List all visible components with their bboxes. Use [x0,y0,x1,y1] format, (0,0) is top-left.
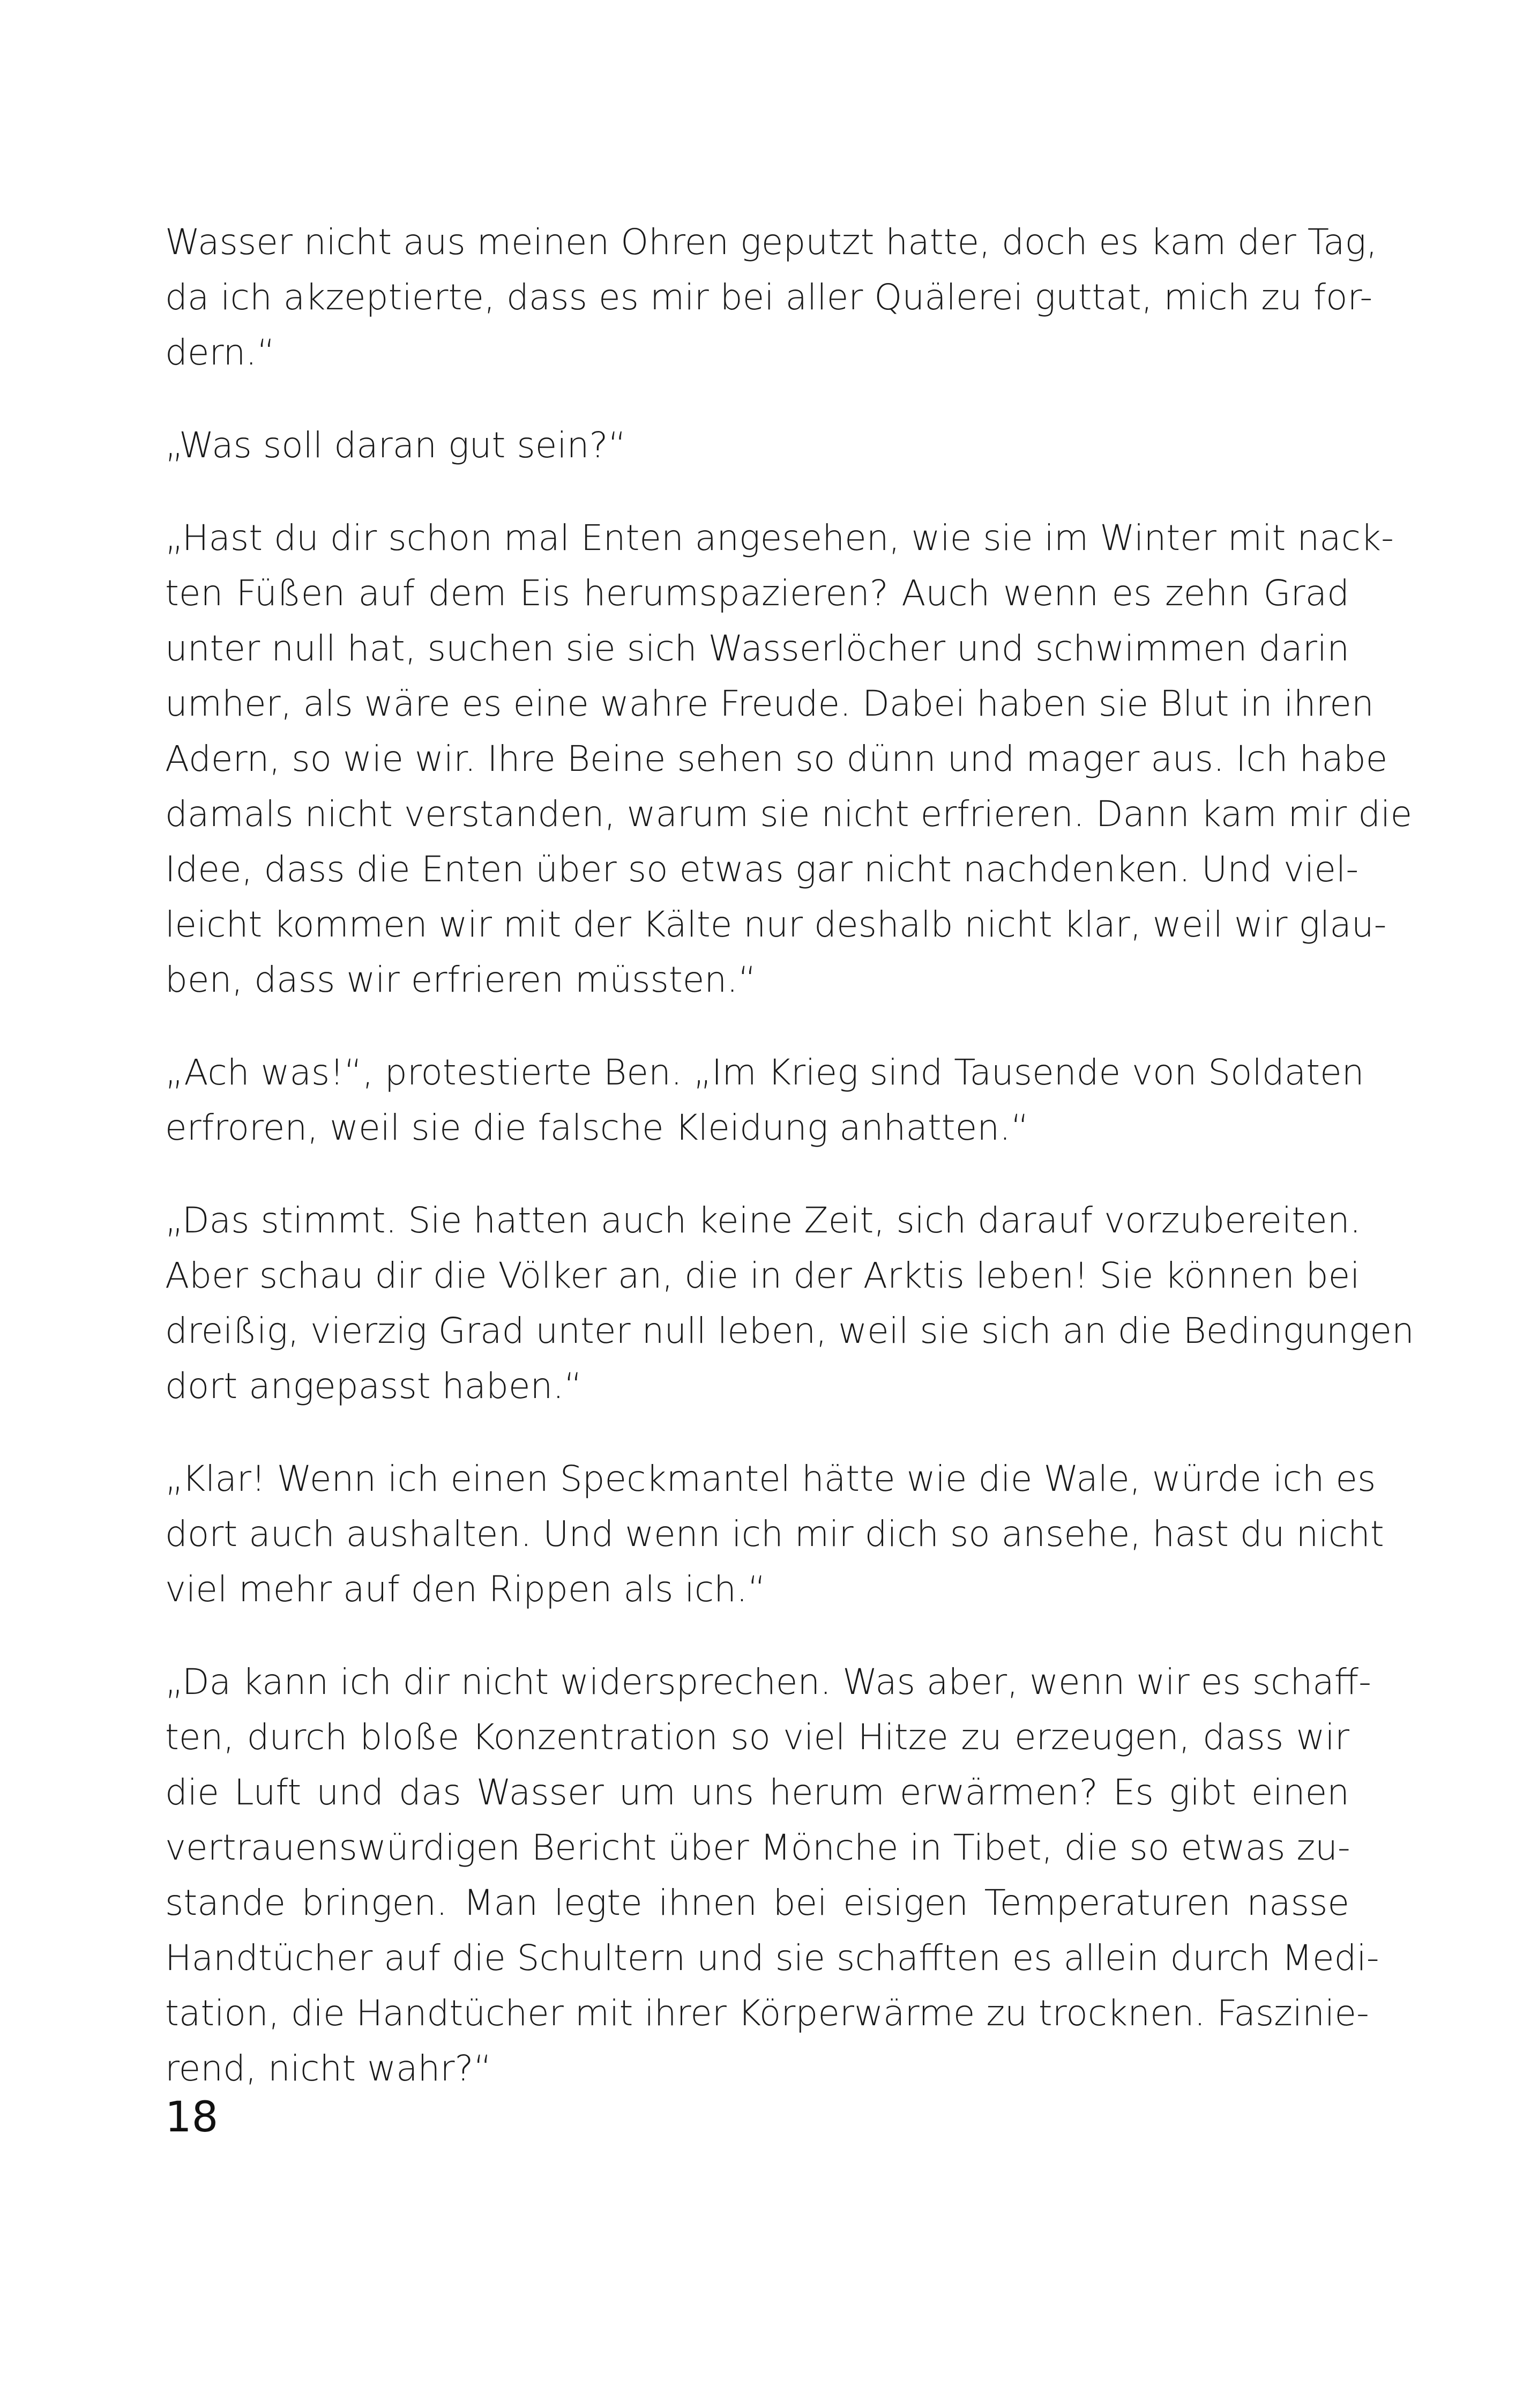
text-line: damals nicht verstanden, warum sie nicht erfrieren. Dann kam mir die [165,793,1413,835]
text-line: viel mehr auf den Rippen als ich.“ [165,1569,766,1610]
page-number: 18 [165,2093,219,2142]
text-line: ben, dass wir erfrieren müssten.“ [165,959,757,1000]
body-text [165,214,1414,2134]
text-line: da ich akzeptierte, dass es mir bei aller Quälerei guttat, mich zu for- [165,277,1373,318]
text-line: unter null hat, suchen sie sich Wasserlöcher und schwimmen darin [165,628,1350,669]
text-line: Aber schau dir die Völker an, die in der Arktis leben! Sie können bei [165,1255,1360,1296]
paragraph-7 [165,1654,1379,2096]
text-line: dort auch aushalten. Und wenn ich mir dich so ansehe, hast du nicht [165,1513,1384,1555]
text-line: Adern, so wie wir. Ihre Beine sehen so dünn und mager aus. Ich habe [165,738,1388,779]
text-line: leicht kommen wir mit der Kälte nur deshalb nicht klar, weil wir glau- [165,904,1387,945]
text-line: rend, nicht wahr?“ [165,2048,492,2089]
text-line: ten, durch bloße Konzentration so viel Hitze zu erzeugen, dass wir [165,1716,1349,1758]
text-line: dreißig, vierzig Grad unter null leben, weil sie sich an die Bedingungen [165,1310,1414,1351]
text-line: vertrauenswürdigen Bericht über Mönche in Tibet, die so etwas zu- [165,1827,1350,1868]
paragraph-3 [165,510,1413,1007]
paragraph-1 [165,214,1378,380]
paragraph-6 [165,1451,1384,1617]
text-line: „Das stimmt. Sie hatten auch keine Zeit, sich darauf vorzubereiten. [165,1200,1361,1241]
text-line: „Hast du dir schon mal Enten angesehen, wie sie im Winter mit nack- [165,517,1394,559]
text-line: „Da kann ich dir nicht widersprechen. Was aber, wenn wir es schaff- [165,1661,1371,1703]
text-line: dern.“ [165,332,275,373]
text-line: „Klar! Wenn ich einen Speckmantel hätte wie die Wale, würde ich es [165,1458,1376,1499]
paragraph-2 [165,418,1349,473]
text-line: stande bringen. Man legte ihnen bei eisigen Temperaturen nasse [165,1882,1349,1923]
text-line: dort angepasst haben.“ [165,1365,583,1407]
text-line: „Was soll daran gut sein?“ [165,425,626,466]
text-line: erfroren, weil sie die falsche Kleidung anhatten.“ [165,1107,1029,1148]
text-line: umher, als wäre es eine wahre Freude. Dabei haben sie Blut in ihren [165,683,1374,724]
paragraph-5 [165,1193,1414,1414]
text-line: die Luft und das Wasser um uns herum erwärmen? Es gibt einen [165,1772,1349,1813]
paragraph-4 [165,1045,1364,1155]
text-line: Wasser nicht aus meinen Ohren geputzt hatte, doch es kam der Tag, [165,221,1378,263]
text-line: ten Füßen auf dem Eis herumspazieren? Auch wenn es zehn Grad [165,573,1349,614]
text-line: tation, die Handtücher mit ihrer Körperwärme zu trocknen. Faszinie- [165,1993,1369,2034]
text-line: „Ach was!“, protestierte Ben. „Im Krieg sind Tausende von Soldaten [165,1052,1364,1093]
text-line: Handtücher auf die Schultern und sie schafften es allein durch Medi- [165,1937,1379,1979]
text-line: Idee, dass die Enten über so etwas gar nicht nachdenken. Und viel- [165,849,1359,890]
